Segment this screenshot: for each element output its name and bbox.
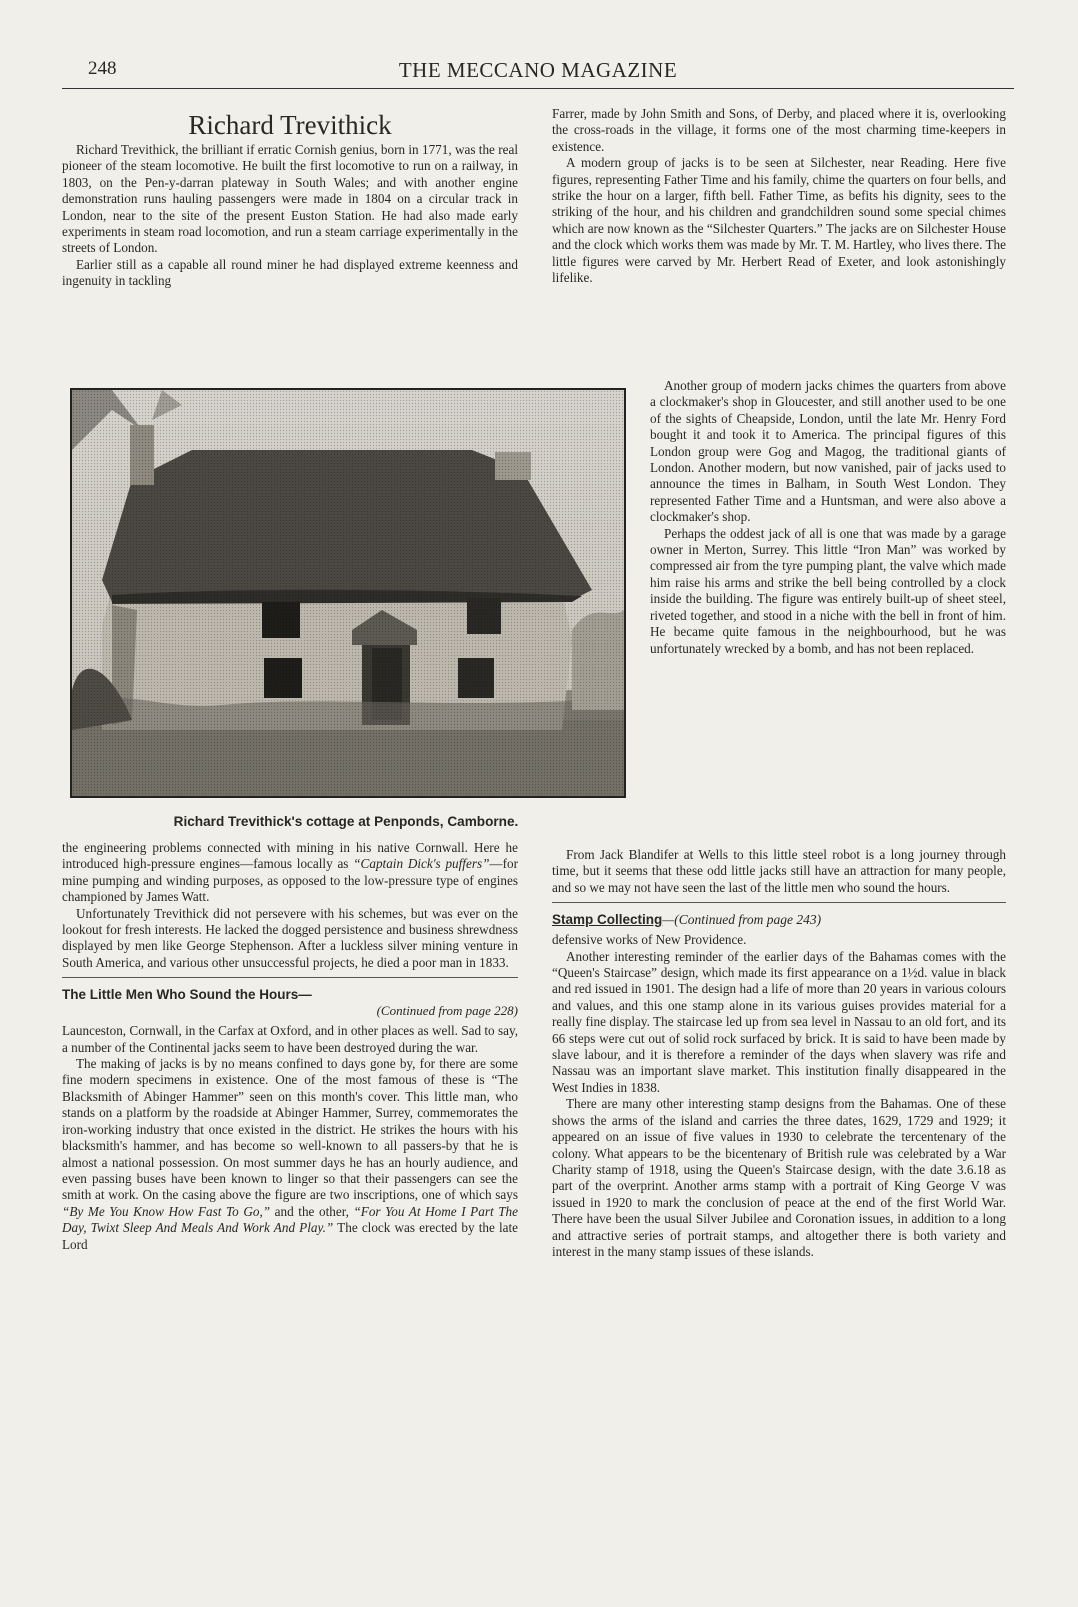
paragraph: Farrer, made by John Smith and Sons, of Derby, and placed where it is, overlooking the cross-roads in the village, it forms one of the most charming time-keepers in existence. — [552, 106, 1006, 154]
paragraph: Another group of modern jacks chimes the quarters from above a clockmaker's shop in Gloucester, and still another used to be one of the sights of Cheapside, London, until the late Mr. Henry Ford bought it and took it to America. The principal figures of this London group were Gog and Magog, the traditional giants of London. Another modern, but now vanished, pair of jacks used to announce the times in Balham, in South West London. They represented Father Time and a Huntsman, and were also above a clockmaker's shop. — [650, 378, 1006, 525]
paragraph: Earlier still as a capable all round miner he had displayed extreme keenness and ingenuity in tackling — [62, 256, 518, 289]
continued-note: —(Continued from page 243) — [662, 912, 822, 928]
section-divider — [552, 902, 1006, 903]
paragraph — [62, 1056, 518, 1253]
magazine-title: THE MECCANO MAGAZINE — [398, 58, 678, 82]
continued-note: (Continued from page 228) — [376, 1003, 518, 1019]
inscription-text: “By Me You Know How Fast To Go,” — [62, 1203, 271, 1219]
section-divider — [62, 977, 518, 978]
trevithick-article-top — [62, 104, 518, 290]
article-title: Richard Trevithick — [188, 110, 392, 140]
paragraph: There are many other interesting stamp designs from the Bahamas. One of these shows the arms of the island and carries the three dates, 1629, 1729 and 1929; it appeared on an issue of five values in 1930 to celebrate the tercentenary of the colony. What appears to be the bicentenary of British rule was celebrated by a War Charity stamp of 1918, using the Queen's Staircase design, with the date 3.6.18 as part of the overprint. Another arms stamp with a portrait of King George V was issued in 1920 to mark the conclusion of peace at the end of the first World War. There have been the usual Silver Jubilee and Coronation issues, in addition to a long and attractive series of portrait stamps, and altogether there is both variety and interest in the many stamp issues of these islands. — [552, 1096, 1006, 1259]
right-column-narrow — [650, 378, 1006, 657]
text-run: The making of jacks is by no means confined to days gone by, for there are some fine modern specimens in existence. One of the most famous of these is “The Blacksmith of Abinger Hammer” seen on this month's cover. This little man, who stands on a platform by the roadside at Abinger Hammer, Surrey, commemorates the iron-working industry that once existed in the district. He strikes the hours with his blacksmith's hammer, and has become so well-known to all passers-by that he is almost a national possession. On most summer days he has an hourly audience, and even passing buses have been known to linger so that their passengers can see the smith at work. On the casing above the figure are two inscriptions, one of which says — [62, 1056, 518, 1203]
right-column-bottom — [552, 847, 1006, 1260]
paragraph: Launceston, Cornwall, in the Carfax at Oxford, and in other places as well. Sad to say, a number of the Continental jacks seem to have been destroyed during the war. — [62, 1023, 518, 1055]
text-run: and the other, — [270, 1203, 354, 1219]
page-number: 248 — [88, 58, 117, 79]
paragraph — [62, 840, 518, 906]
section-heading-stamp — [552, 911, 1006, 928]
left-column-bottom — [62, 840, 518, 1253]
text-run: —for mine pumping and winding purposes, as opposed to the low-pressure type of engines championed by James Watt. — [62, 856, 518, 905]
right-column-top — [552, 106, 1006, 286]
emphasis-text: “Captain Dick's puffers” — [353, 856, 490, 872]
paragraph: Richard Trevithick, the brilliant if erratic Cornish genius, born in 1771, was the real pioneer of the steam locomotive. He built the first locomotive to run on a railway, in 1803, on the Pen-y-darran plateway in South Wales; and with another engine demonstration runs hauling passengers were made in 1804 on a circular track in London, near to the site of the present Euston Station. He had also made early experiments in steam road locomotion, and run a steam carriage experimentally in the streets of London. — [62, 142, 518, 256]
stamp-heading-text: Stamp Collecting — [552, 912, 663, 928]
paragraph: A modern group of jacks is to be seen at Silchester, near Reading. Here five figures, representing Father Time and his family, chime the quarters on four bells, and strike the hour on a larger, fifth bell. Father Time, as befits his dignity, sees to the striking of the hour, and his children and grandchildren sound some special chimes which are now known as the “Silchester Quarters.” The jacks are on Silchester House and the clock which works them was made by Mr. T. M. Hartley, who lives there. The little figures were carved by Mr. Herbert Read of Exeter, and look astonishingly lifelike. — [552, 155, 1006, 286]
section-heading-little-men: The Little Men Who Sound the Hours— — [62, 987, 312, 1003]
cottage-photo — [70, 388, 626, 798]
paragraph: Another interesting reminder of the earlier days of the Bahamas comes with the “Queen's Staircase” design, which made its first appearance on a 1½d. value in black and red issued in 1901. The design had a life of more than 20 years in various colours and values, and this one stamp alone in its various guises provides material for a really fine display. The staircase led up from sea level in Nassau to an old fort, and its 66 steps were cut out of solid rock surfaced by brick. It is said to have been made by slave labour, and it is therefore a reminder of the days when slavery was rife and Nassau was an important slave market. This institution finally disappeared in the West Indies in 1838. — [552, 948, 1006, 1095]
paragraph: Unfortunately Trevithick did not persevere with his schemes, but was ever on the lookout for fresh interests. He lacked the dogged persistence and business shrewdness displayed by men like George Stephenson. After a luckless silver mining venture in South America, and various other unsuccessful projects, he died a poor man in 1833. — [62, 905, 518, 970]
text-run: The clock was erected by the late Lord — [62, 1220, 519, 1252]
photo-caption: Richard Trevithick's cottage at Penponds, Camborne. — [173, 814, 519, 829]
paragraph: defensive works of New Providence. — [552, 932, 747, 948]
page-header — [62, 58, 1014, 89]
paragraph: Perhaps the oddest jack of all is one that was made by a garage owner in Merton, Surrey. This little “Iron Man” was worked by compressed air from the tyre pumping plant, the valve which made him raise his arms and strike the bell being controlled by a clock inside the building. The figure was entirely built-up of sheet steel, riveted together, and stood in a niche with the bell in front of him. He became quite famous in the neighbourhood, but he was unfortunately wrecked by a bomb, and has not been replaced. — [650, 525, 1006, 656]
text-run: the engineering problems connected with mining in his native Cornwall. Here he introduced high-pressure engines—famous locally as — [62, 840, 518, 872]
paragraph: From Jack Blandifer at Wells to this little steel robot is a long journey through time, but it seems that these odd little jacks still have an attraction for many people, and so we may not have seen the last of the little men who sound the hours. — [552, 847, 1006, 895]
inscription-text: “For You At Home I Part The Day, Twixt Sleep And Meals And Work And Play.” — [62, 1203, 518, 1236]
cottage-illustration — [72, 390, 624, 796]
